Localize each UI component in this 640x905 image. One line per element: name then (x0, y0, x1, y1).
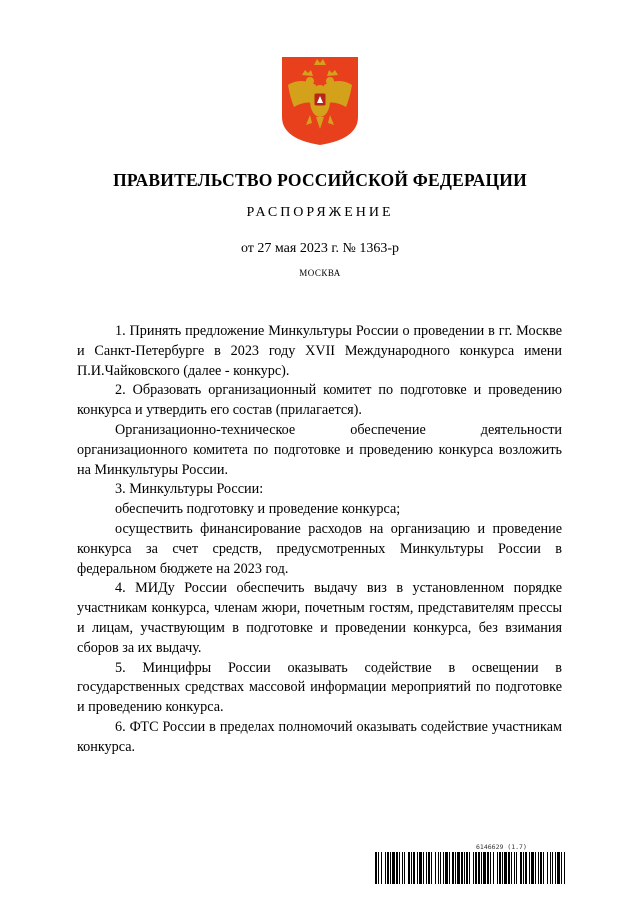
barcode-number: 6146629 (1.7) (476, 843, 527, 851)
paragraph: 2. Образовать организационный комитет по подготовке и проведению конкурса и утвердить его состав (прилагается). (77, 382, 562, 419)
document-city: МОСКВА (299, 268, 341, 278)
paragraph: 5. Минцифры России оказывать содействие в освещении в государственных средствах массовой информации мероприятий по подготовке и проведению конкурса. (77, 659, 562, 716)
coat-of-arms-icon (280, 55, 360, 147)
government-title: ПРАВИТЕЛЬСТВО РОССИЙСКОЙ ФЕДЕРАЦИИ (113, 170, 527, 190)
barcode-icon (375, 852, 565, 884)
document-type: РАСПОРЯЖЕНИЕ (246, 205, 394, 220)
paragraph: Организационно-техническое обеспечение деятельности организационного комитета по подготовке и проведению конкурса возложить на Минкультуры России. (77, 421, 562, 478)
document-date-number: от 27 мая 2023 г. № 1363-р (240, 241, 400, 256)
paragraph: обеспечить подготовку и проведение конкурса; (115, 501, 401, 518)
paragraph: 6. ФТС России в пределах полномочий оказывать содействие участникам конкурса. (77, 718, 562, 755)
paragraph: 1. Принять предложение Минкультуры России о проведении в гг. Москве и Санкт-Петербурге в 2023 году XVII Международного конкурса имени П.И.Чайковского (далее - конкурс). (77, 323, 562, 379)
paragraph: 3. Минкультуры России: (115, 481, 264, 498)
paragraph: 4. МИДу России обеспечить выдачу виз в установленном порядке участникам конкурса, членам жюри, почетным гостям, представителям прессы и лицам, участвующим в подготовке и проведении конкурса, без взимания сборов за их выдачу. (77, 580, 562, 656)
paragraph: осуществить финансирование расходов на организацию и проведение конкурса за счет средств, предусмотренных Минкультуры России в федеральном бюджете на 2023 год. (77, 520, 562, 577)
document-body (77, 322, 562, 758)
